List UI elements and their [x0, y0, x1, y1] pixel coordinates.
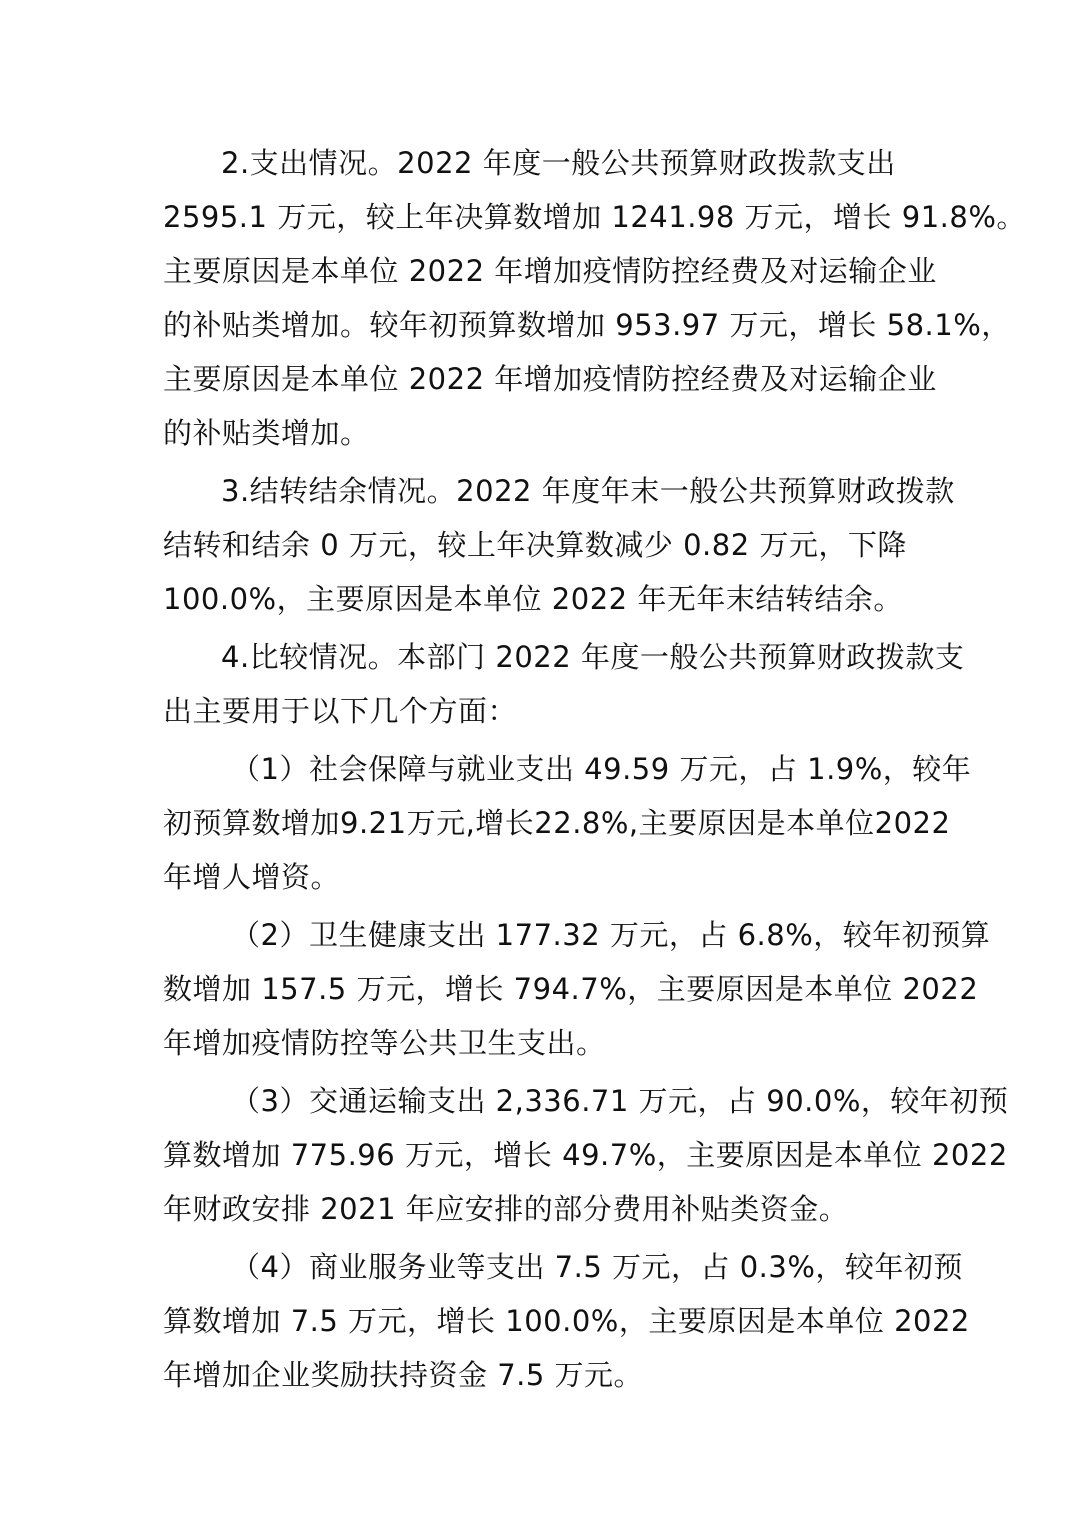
document-body — [163, 136, 1026, 1406]
paragraph-line: （2）卫生健康支出 177.32 万元，占 6.8%，较年初预算 — [231, 918, 991, 952]
paragraph-line: 主要原因是本单位 2022 年增加疫情防控经费及对运输企业 — [163, 362, 937, 396]
paragraph-comparison — [163, 630, 965, 738]
paragraph-line: （1）社会保障与就业支出 49.59 万元，占 1.9%，较年 — [231, 752, 972, 786]
paragraph-line: 的补贴类增加。较年初预算数增加 953.97 万元，增长 58.1%， — [163, 308, 1011, 342]
paragraph-line: 100.0%，主要原因是本单位 2022 年无年末结转结余。 — [163, 582, 903, 616]
paragraph-line: 初预算数增加9.21万元,增长22.8%,主要原因是本单位2022 — [163, 806, 951, 840]
paragraph-carryover — [163, 464, 955, 626]
paragraph-health — [163, 908, 991, 1070]
paragraph-line: 年增人增资。 — [163, 860, 341, 894]
paragraph-line: 2.支出情况。2022 年度一般公共预算财政拨款支出 — [221, 146, 896, 180]
paragraph-line: 4.比较情况。本部门 2022 年度一般公共预算财政拨款支 — [221, 640, 965, 674]
paragraph-line: （3）交通运输支出 2,336.71 万元，占 90.0%，较年初预 — [231, 1084, 1009, 1118]
paragraph-commerce — [163, 1240, 970, 1402]
paragraph-line: 年增加企业奖励扶持资金 7.5 万元。 — [163, 1358, 644, 1392]
paragraph-line: 主要原因是本单位 2022 年增加疫情防控经费及对运输企业 — [163, 254, 937, 288]
paragraph-line: 2595.1 万元，较上年决算数增加 1241.98 万元，增长 91.8%。 — [163, 200, 1026, 234]
paragraph-line: 3.结转结余情况。2022 年度年末一般公共预算财政拨款 — [221, 474, 955, 508]
paragraph-line: 年增加疫情防控等公共卫生支出。 — [163, 1026, 606, 1060]
paragraph-line: 算数增加 7.5 万元，增长 100.0%，主要原因是本单位 2022 — [163, 1304, 970, 1338]
paragraph-transport — [163, 1074, 1009, 1236]
paragraph-line: 算数增加 775.96 万元，增长 49.7%，主要原因是本单位 2022 — [163, 1138, 1008, 1172]
paragraph-line: 出主要用于以下几个方面： — [163, 694, 518, 728]
paragraph-line: 年财政安排 2021 年应安排的部分费用补贴类资金。 — [163, 1192, 849, 1226]
paragraph-line: 数增加 157.5 万元，增长 794.7%，主要原因是本单位 2022 — [163, 972, 979, 1006]
paragraph-line: （4）商业服务业等支出 7.5 万元，占 0.3%，较年初预 — [231, 1250, 963, 1284]
paragraph-line: 的补贴类增加。 — [163, 416, 370, 450]
paragraph-expenditure — [163, 136, 1026, 460]
paragraph-social-security — [163, 742, 972, 904]
paragraph-line: 结转和结余 0 万元，较上年决算数减少 0.82 万元，下降 — [163, 528, 907, 562]
